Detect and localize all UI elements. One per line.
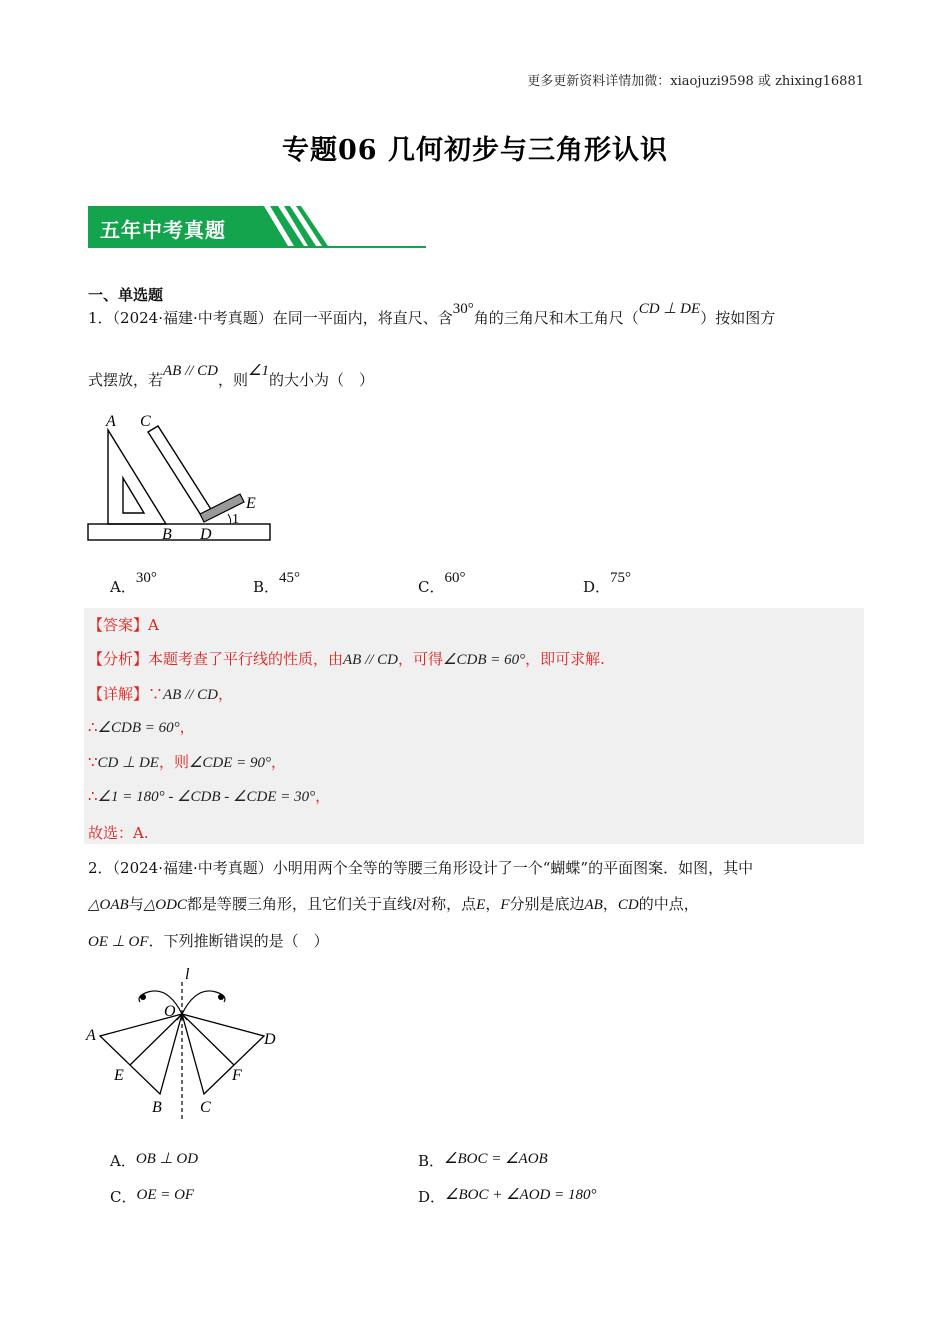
q1-label-E: E — [246, 495, 256, 512]
q2-option-d[interactable]: D．∠BOC + ∠AOD = 180° — [418, 1187, 597, 1206]
section-banner — [88, 206, 428, 250]
q2-label-A: A — [86, 1027, 96, 1044]
q1-label-A: A — [106, 413, 116, 430]
q1-figure — [86, 410, 276, 546]
q2-option-c[interactable]: C．OE = OF — [110, 1187, 195, 1206]
detail-line: 【详解】∵AB // CD， — [88, 685, 234, 703]
step-1: ∴∠CDB = 60°， — [88, 718, 195, 736]
q1-label-1: 1 — [232, 512, 239, 527]
q1-label-C: C — [140, 413, 151, 430]
q2-label-E: E — [114, 1067, 124, 1084]
section-heading: 一、单选题 — [88, 286, 164, 304]
banner-underline — [88, 246, 426, 248]
banner-label: 五年中考真题 — [100, 218, 226, 242]
step-2: ∵CD ⊥ DE，则∠CDE = 90°， — [88, 753, 287, 771]
header-note: 更多更新资料详情加微：xiaojuzi9598 或 zhixing16881 — [527, 74, 864, 89]
page-title: 专题06 几何初步与三角形认识 — [282, 135, 668, 166]
q1-option-a[interactable]: A．30° — [110, 570, 157, 596]
q2-option-a[interactable]: A．OB ⊥ OD — [110, 1151, 199, 1170]
q1-cond-perpendicular: CD ⊥ DE — [638, 301, 701, 317]
q2-line3: OE ⊥ OF．下列推断错误的是（ ） — [88, 932, 329, 950]
q1-label-D: D — [200, 526, 212, 543]
solution-box — [84, 608, 864, 844]
final-choice: 故选：A. — [88, 824, 149, 842]
q2-option-b[interactable]: B．∠BOC = ∠AOB — [418, 1151, 548, 1170]
q1-line1: 1．（2024·福建·中考真题）在同一平面内，将直尺、含30°角的三角尺和木工角尺（CD ⊥ DE）按如图方 — [88, 301, 776, 327]
q2-label-C: C — [200, 1099, 211, 1116]
q1-option-c[interactable]: C．60° — [418, 570, 466, 596]
step-3: ∴∠1 = 180° - ∠CDB - ∠CDE = 30°， — [88, 787, 331, 805]
q2-label-D: D — [264, 1031, 276, 1048]
q1-line2: 式摆放，若AB // CD，则∠1的大小为（ ） — [88, 363, 374, 389]
q2-label-B: B — [152, 1099, 162, 1116]
q2-line1: 2．（2024·福建·中考真题）小明用两个全等的等腰三角形设计了一个“蝴蝶”的平面图案．如图，其中 — [88, 859, 754, 877]
q1-cond-parallel: AB // CD — [163, 363, 219, 379]
q1-label-B: B — [162, 526, 172, 543]
q2-figure — [84, 962, 284, 1124]
q2-label-F: F — [232, 1067, 242, 1084]
analysis-line: 【分析】本题考查了平行线的性质，由AB // CD，可得∠CDB = 60°，即可求解. — [88, 650, 605, 668]
q2-label-l: l — [185, 966, 190, 983]
q2-label-O: O — [164, 1003, 176, 1020]
banner-stripes-icon — [248, 206, 398, 248]
q2-line2: △OAB与△ODC都是等腰三角形，且它们关于直线l对称，点E，F分别是底边AB，CD的中点， — [88, 895, 699, 913]
q1-option-d[interactable]: D．75° — [583, 570, 632, 596]
q1-option-b[interactable]: B．45° — [253, 570, 301, 596]
answer-line: 【答案】A — [88, 616, 159, 634]
